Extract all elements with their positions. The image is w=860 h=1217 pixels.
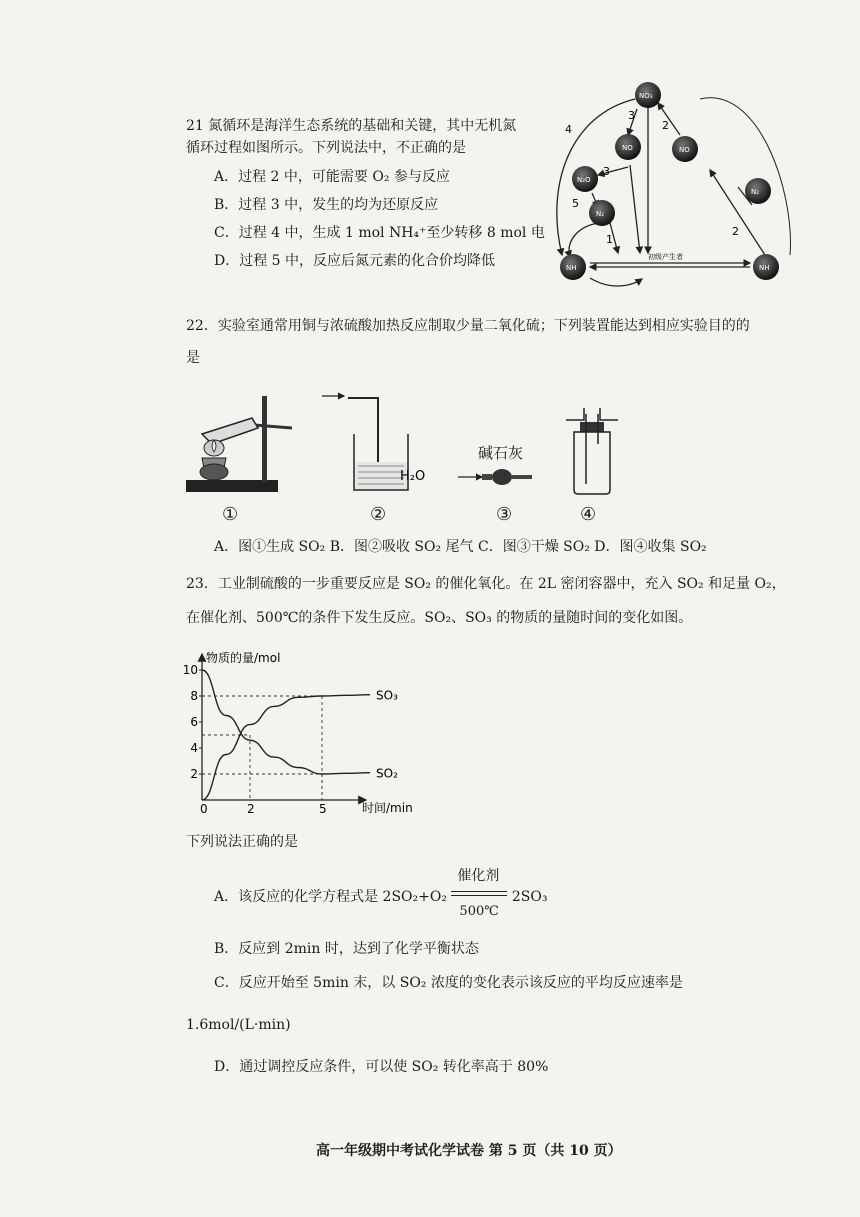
y-tick-label: 6: [190, 715, 198, 729]
h2o-label: H₂O: [400, 469, 426, 484]
y-axis-label: 物质的量/mol: [206, 651, 281, 665]
svg-text:NO₃: NO₃: [639, 92, 653, 100]
arrow-loop: [590, 278, 642, 286]
so2-so3-chart: [176, 648, 446, 820]
q23-option-b: B．反应到 2min 时，达到了化学平衡状态: [214, 941, 479, 957]
node-n2-right: [745, 178, 771, 204]
page-footer: 高一年级期中考试化学试卷 第 5 页（共 10 页）: [316, 1143, 622, 1159]
reaction-arrow-group: [451, 868, 507, 919]
x-tick-label: 2: [247, 802, 255, 816]
q23-option-a: [214, 868, 548, 919]
apparatus-3-drying-tube: [456, 464, 536, 490]
y-tick-label: 8: [190, 689, 198, 703]
q22-options: A．图①生成 SO₂ B．图②吸收 SO₂ 尾气 C．图③干燥 SO₂ D．图④收集 SO₂: [214, 539, 707, 555]
svg-text:NH: NH: [759, 264, 770, 272]
series-line-0: [202, 695, 370, 800]
svg-text:N₂: N₂: [751, 188, 760, 196]
q23-option-a-product: 2SO₃: [511, 889, 548, 905]
q21-option-d: D．过程 5 中，反应后氮元素的化合价均降低: [214, 253, 496, 269]
y-tick-group: [183, 663, 202, 781]
q23-option-d: D．通过调控反应条件，可以使 SO₂ 转化率高于 80%: [214, 1059, 549, 1075]
equals-line-bottom: [451, 895, 507, 896]
y-tick-label: 2: [190, 767, 198, 781]
apparatus-4-gas-bottle: [562, 404, 622, 498]
node-no-b: [672, 136, 698, 162]
svg-text:N₂O: N₂O: [577, 176, 591, 184]
figure-number-4: ④: [580, 504, 597, 525]
node-no3: [635, 82, 661, 108]
producer-label: 初级产生者: [648, 253, 683, 261]
node-nh-left: [560, 254, 586, 280]
series-labels-group: [376, 689, 398, 781]
label-2b: 2: [732, 225, 739, 238]
equals-line-top: [451, 891, 507, 892]
soda-lime-label: 碱石灰: [478, 444, 524, 462]
node-n2-mid: [589, 200, 615, 226]
x-tick-group: [200, 802, 327, 816]
svg-text:NO: NO: [622, 144, 633, 152]
label-1: 1: [606, 233, 613, 246]
q21-stem-line2: 循环过程如图所示。下列说法中，不正确的是: [186, 140, 466, 156]
q23-stem-line2: 在催化剂、500℃的条件下发生反应。SO₂、SO₃ 的物质的量随时间的变化如图。: [186, 610, 693, 626]
y-tick-label: 10: [182, 663, 198, 677]
arrow-no-down: [630, 165, 640, 253]
nitrogen-cycle-diagram: [540, 75, 830, 290]
apparatus-2-beaker: [320, 390, 440, 500]
node-nh-right: [753, 254, 779, 280]
figure-number-1: ①: [222, 504, 239, 525]
q22-stem-line2: 是: [186, 350, 200, 366]
y-tick-label: 4: [190, 741, 198, 755]
series-label-1: SO₂: [376, 766, 398, 781]
svg-text:N₂: N₂: [596, 210, 605, 218]
figure-number-2: ②: [370, 504, 387, 525]
q21-option-a: A．过程 2 中，可能需要 O₂ 参与反应: [214, 169, 450, 185]
node-n2o: [572, 166, 598, 192]
label-2a: 2: [662, 119, 669, 132]
figure-number-3: ③: [496, 504, 513, 525]
x-tick-label: 5: [319, 802, 327, 816]
x-tick-label: 0: [200, 802, 208, 816]
label-5: 5: [572, 197, 579, 210]
node-no-a: [615, 134, 641, 160]
q23-option-c: C．反应开始至 5min 末，以 SO₂ 浓度的变化表示该反应的平均反应速率是: [214, 975, 683, 991]
arrow-5: [569, 223, 600, 257]
q23-stem-line1: 23．工业制硫酸的一步重要反应是 SO₂ 的催化氧化。在 2L 密闭容器中，充入 SO₂ 和足量 O₂，: [186, 576, 786, 592]
label-3a: 3: [628, 109, 635, 122]
svg-text:NH: NH: [566, 264, 577, 272]
bleed-through-text: [492, 676, 504, 693]
q21-option-b: B．过程 3 中，发生的均为还原反应: [214, 197, 439, 213]
catalyst-label: 催化剂: [457, 868, 500, 884]
label-3b: 3: [603, 165, 610, 178]
svg-text:NO: NO: [679, 146, 690, 154]
label-4: 4: [565, 123, 572, 136]
q22-stem-line1: 22．实验室通常用铜与浓硫酸加热反应制取少量二氧化硫；下列装置能达到相应实验目的的: [186, 318, 750, 334]
series-line-1: [202, 670, 370, 774]
temperature-label: 500℃: [459, 904, 499, 919]
x-axis-label: 时间/min: [362, 801, 413, 815]
q23-option-c-value: 1.6mol/(L·min): [186, 1017, 291, 1033]
q21-option-c: C．过程 4 中，生成 1 mol NH₄⁺至少转移 8 mol 电: [214, 225, 545, 241]
q23-option-a-prefix: A．该反应的化学方程式是 2SO₂+O₂: [214, 889, 447, 905]
q21-stem-line1: 21 氮循环是海洋生态系统的基础和关键，其中无机氮: [186, 118, 517, 134]
apparatus-1-heating: [182, 388, 292, 500]
q23-question: 下列说法正确的是: [186, 834, 298, 850]
series-label-0: SO₃: [376, 688, 398, 703]
